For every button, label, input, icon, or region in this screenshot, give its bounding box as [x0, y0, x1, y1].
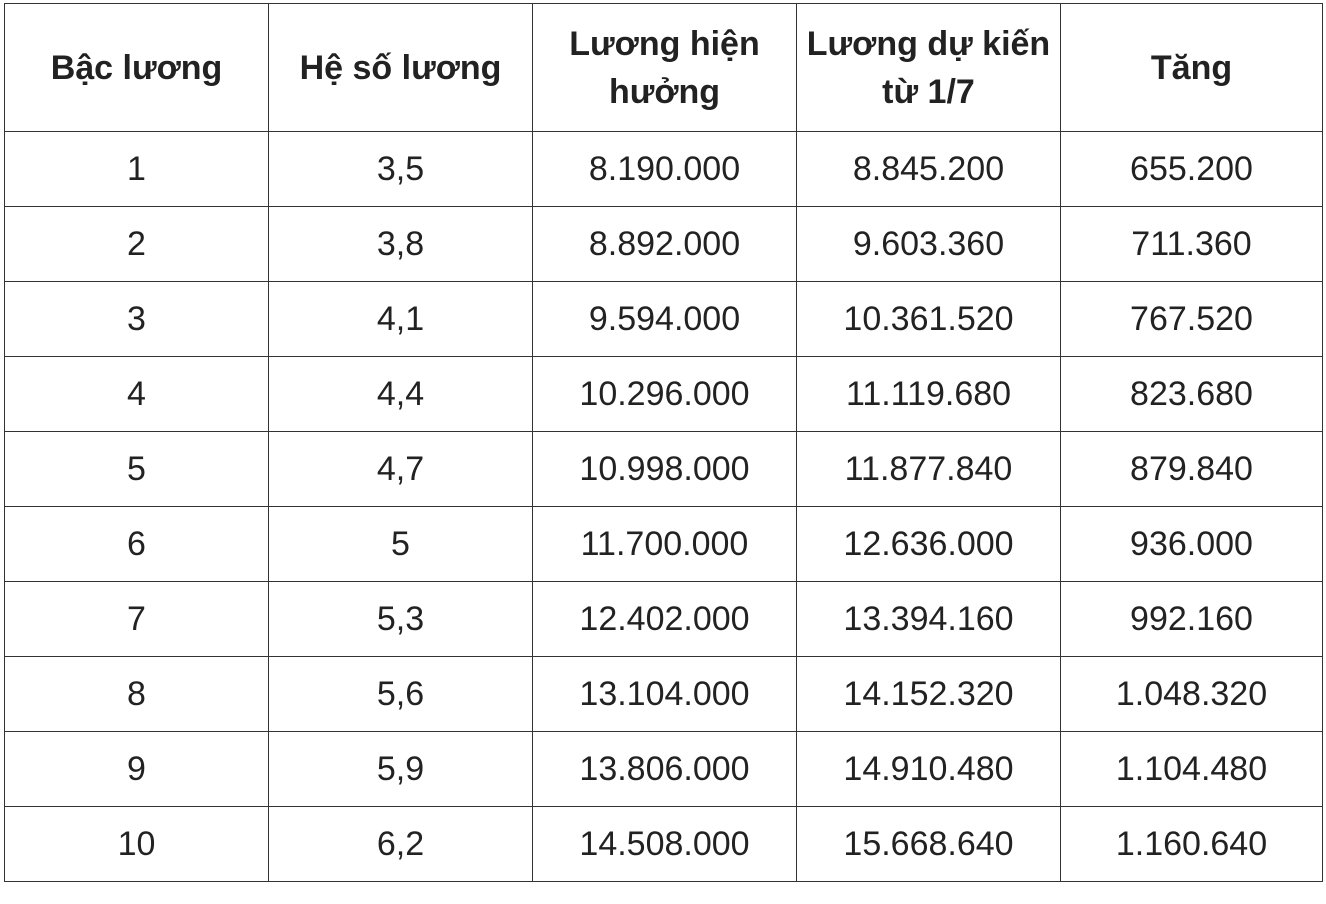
- cell-bac-luong: 5: [5, 432, 269, 507]
- cell-tang: 992.160: [1061, 582, 1323, 657]
- cell-luong-hien-huong: 9.594.000: [533, 282, 797, 357]
- header-row: [5, 4, 1323, 132]
- table-row: [5, 132, 1323, 207]
- cell-luong-du-kien: 14.152.320: [797, 657, 1061, 732]
- table-row: [5, 432, 1323, 507]
- cell-luong-hien-huong: 14.508.000: [533, 807, 797, 882]
- cell-bac-luong: 4: [5, 357, 269, 432]
- cell-bac-luong: 3: [5, 282, 269, 357]
- cell-tang: 767.520: [1061, 282, 1323, 357]
- cell-he-so: 4,4: [269, 357, 533, 432]
- cell-luong-du-kien: 9.603.360: [797, 207, 1061, 282]
- cell-he-so: 5: [269, 507, 533, 582]
- cell-he-so: 5,3: [269, 582, 533, 657]
- header-luong-du-kien: Lương dự kiến từ 1/7: [797, 4, 1061, 132]
- table-row: [5, 282, 1323, 357]
- cell-he-so: 5,6: [269, 657, 533, 732]
- header-tang: Tăng: [1061, 4, 1323, 132]
- cell-tang: 936.000: [1061, 507, 1323, 582]
- cell-luong-hien-huong: 10.296.000: [533, 357, 797, 432]
- table-row: [5, 357, 1323, 432]
- cell-luong-du-kien: 14.910.480: [797, 732, 1061, 807]
- cell-bac-luong: 2: [5, 207, 269, 282]
- cell-luong-hien-huong: 10.998.000: [533, 432, 797, 507]
- table-row: [5, 732, 1323, 807]
- cell-luong-hien-huong: 8.892.000: [533, 207, 797, 282]
- cell-he-so: 6,2: [269, 807, 533, 882]
- cell-tang: 711.360: [1061, 207, 1323, 282]
- cell-luong-hien-huong: 11.700.000: [533, 507, 797, 582]
- salary-table-container: [4, 3, 1322, 882]
- cell-tang: 879.840: [1061, 432, 1323, 507]
- cell-tang: 1.160.640: [1061, 807, 1323, 882]
- cell-bac-luong: 6: [5, 507, 269, 582]
- cell-tang: 655.200: [1061, 132, 1323, 207]
- cell-luong-du-kien: 11.119.680: [797, 357, 1061, 432]
- cell-he-so: 4,7: [269, 432, 533, 507]
- table-row: [5, 507, 1323, 582]
- cell-he-so: 3,8: [269, 207, 533, 282]
- header-bac-luong: Bậc lương: [5, 4, 269, 132]
- cell-luong-du-kien: 15.668.640: [797, 807, 1061, 882]
- cell-luong-du-kien: 12.636.000: [797, 507, 1061, 582]
- table-body: [5, 132, 1323, 882]
- cell-luong-hien-huong: 13.104.000: [533, 657, 797, 732]
- cell-bac-luong: 1: [5, 132, 269, 207]
- cell-tang: 1.104.480: [1061, 732, 1323, 807]
- cell-he-so: 4,1: [269, 282, 533, 357]
- header-luong-hien-huong: Lương hiện hưởng: [533, 4, 797, 132]
- cell-he-so: 3,5: [269, 132, 533, 207]
- cell-luong-du-kien: 8.845.200: [797, 132, 1061, 207]
- table-row: [5, 807, 1323, 882]
- cell-bac-luong: 10: [5, 807, 269, 882]
- table-row: [5, 657, 1323, 732]
- cell-bac-luong: 9: [5, 732, 269, 807]
- cell-tang: 1.048.320: [1061, 657, 1323, 732]
- cell-tang: 823.680: [1061, 357, 1323, 432]
- cell-luong-hien-huong: 8.190.000: [533, 132, 797, 207]
- header-he-so-luong: Hệ số lương: [269, 4, 533, 132]
- cell-luong-du-kien: 11.877.840: [797, 432, 1061, 507]
- salary-table: [4, 3, 1323, 882]
- cell-luong-hien-huong: 12.402.000: [533, 582, 797, 657]
- cell-luong-du-kien: 10.361.520: [797, 282, 1061, 357]
- cell-luong-hien-huong: 13.806.000: [533, 732, 797, 807]
- table-row: [5, 582, 1323, 657]
- cell-bac-luong: 7: [5, 582, 269, 657]
- cell-luong-du-kien: 13.394.160: [797, 582, 1061, 657]
- cell-bac-luong: 8: [5, 657, 269, 732]
- cell-he-so: 5,9: [269, 732, 533, 807]
- table-row: [5, 207, 1323, 282]
- table-header: [5, 4, 1323, 132]
